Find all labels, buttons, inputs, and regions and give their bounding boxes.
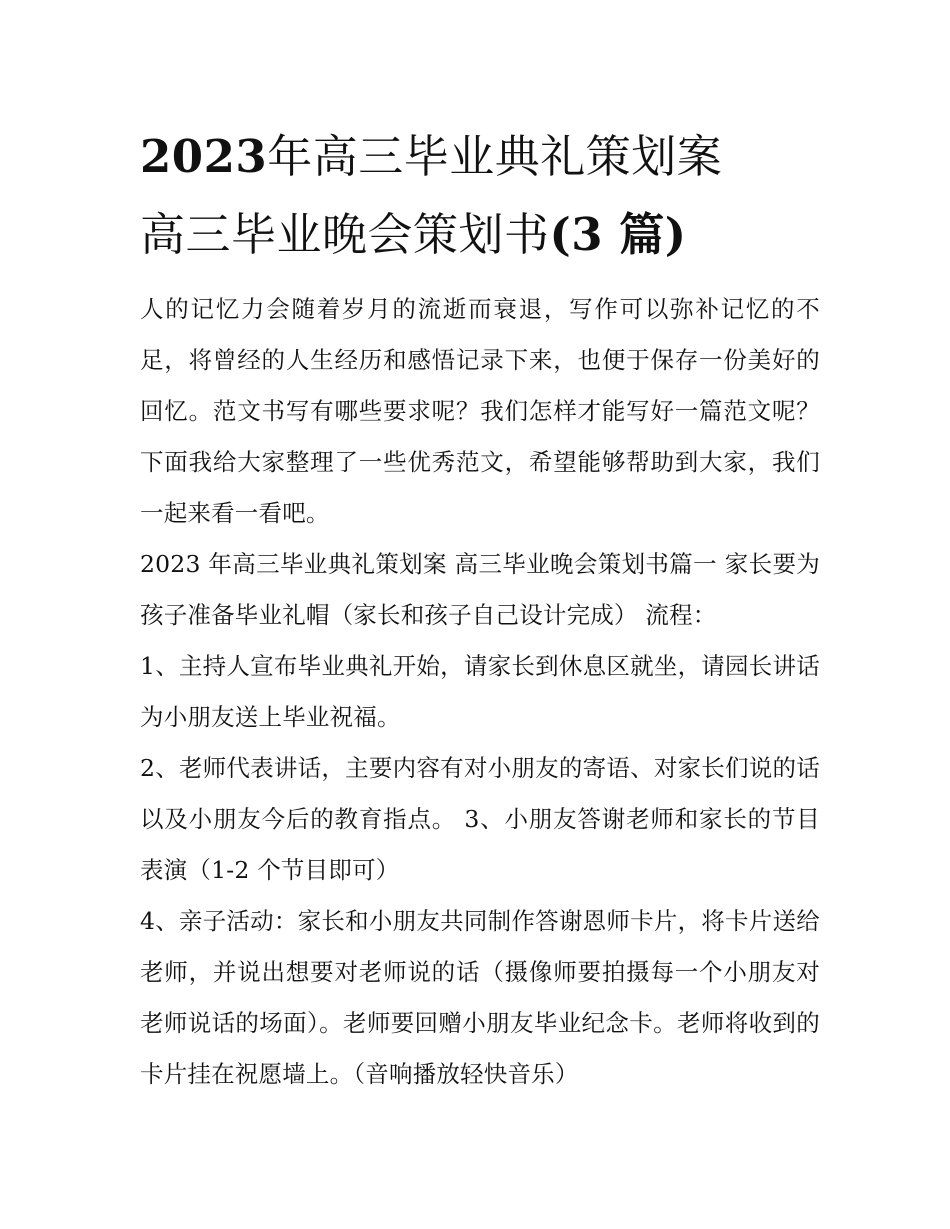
- intro-paragraph: 人的记忆力会随着岁月的流逝而衰退，写作可以弥补记忆的不足，将曾经的人生经历和感悟记录下来，也便于保存一份美好的回忆。范文书写有哪些要求呢？我们怎样才能写好一篇范文呢？下面我给大家整理了一些优秀范文，希望能够帮助到大家，我们一起来看一看吧。: [140, 295, 820, 527]
- step-2-3-paragraph: 2、老师代表讲话，主要内容有对小朋友的寄语、对家长们说的话以及小朋友今后的教育指点。 3、小朋友答谢老师和家长的节目表演（1-2 个节目即可）: [140, 754, 820, 884]
- title-line-1-text: 年高三毕业典礼策划案: [267, 130, 723, 183]
- title-line-2-suffix: (3 篇): [549, 208, 687, 261]
- section-heading-paragraph: 2023 年高三毕业典礼策划案 高三毕业晚会策划书篇一 家长要为孩子准备毕业礼帽（家长和孩子自己设计完成） 流程：: [140, 550, 820, 629]
- document-title: [140, 118, 820, 274]
- step-4-paragraph: 4、亲子活动：家长和小朋友共同制作答谢恩师卡片，将卡片送给老师，并说出想要对老师说的话（摄像师要拍摄每一个小朋友对老师说话的场面）。老师要回赠小朋友毕业纪念卡。老师将收到的卡片挂在祝愿墙上。（音响播放轻快音乐）: [140, 907, 820, 1088]
- document-page: [140, 118, 820, 1100]
- title-line-1: [140, 130, 722, 183]
- title-line-2-text: 高三毕业晚会策划书: [140, 208, 550, 261]
- title-line-2: [140, 208, 687, 261]
- document-body: [140, 284, 820, 1100]
- title-year: 2023: [140, 130, 268, 183]
- step-1-paragraph: 1、主持人宣布毕业典礼开始，请家长到休息区就坐，请园长讲话为小朋友送上毕业祝福。: [140, 652, 820, 731]
